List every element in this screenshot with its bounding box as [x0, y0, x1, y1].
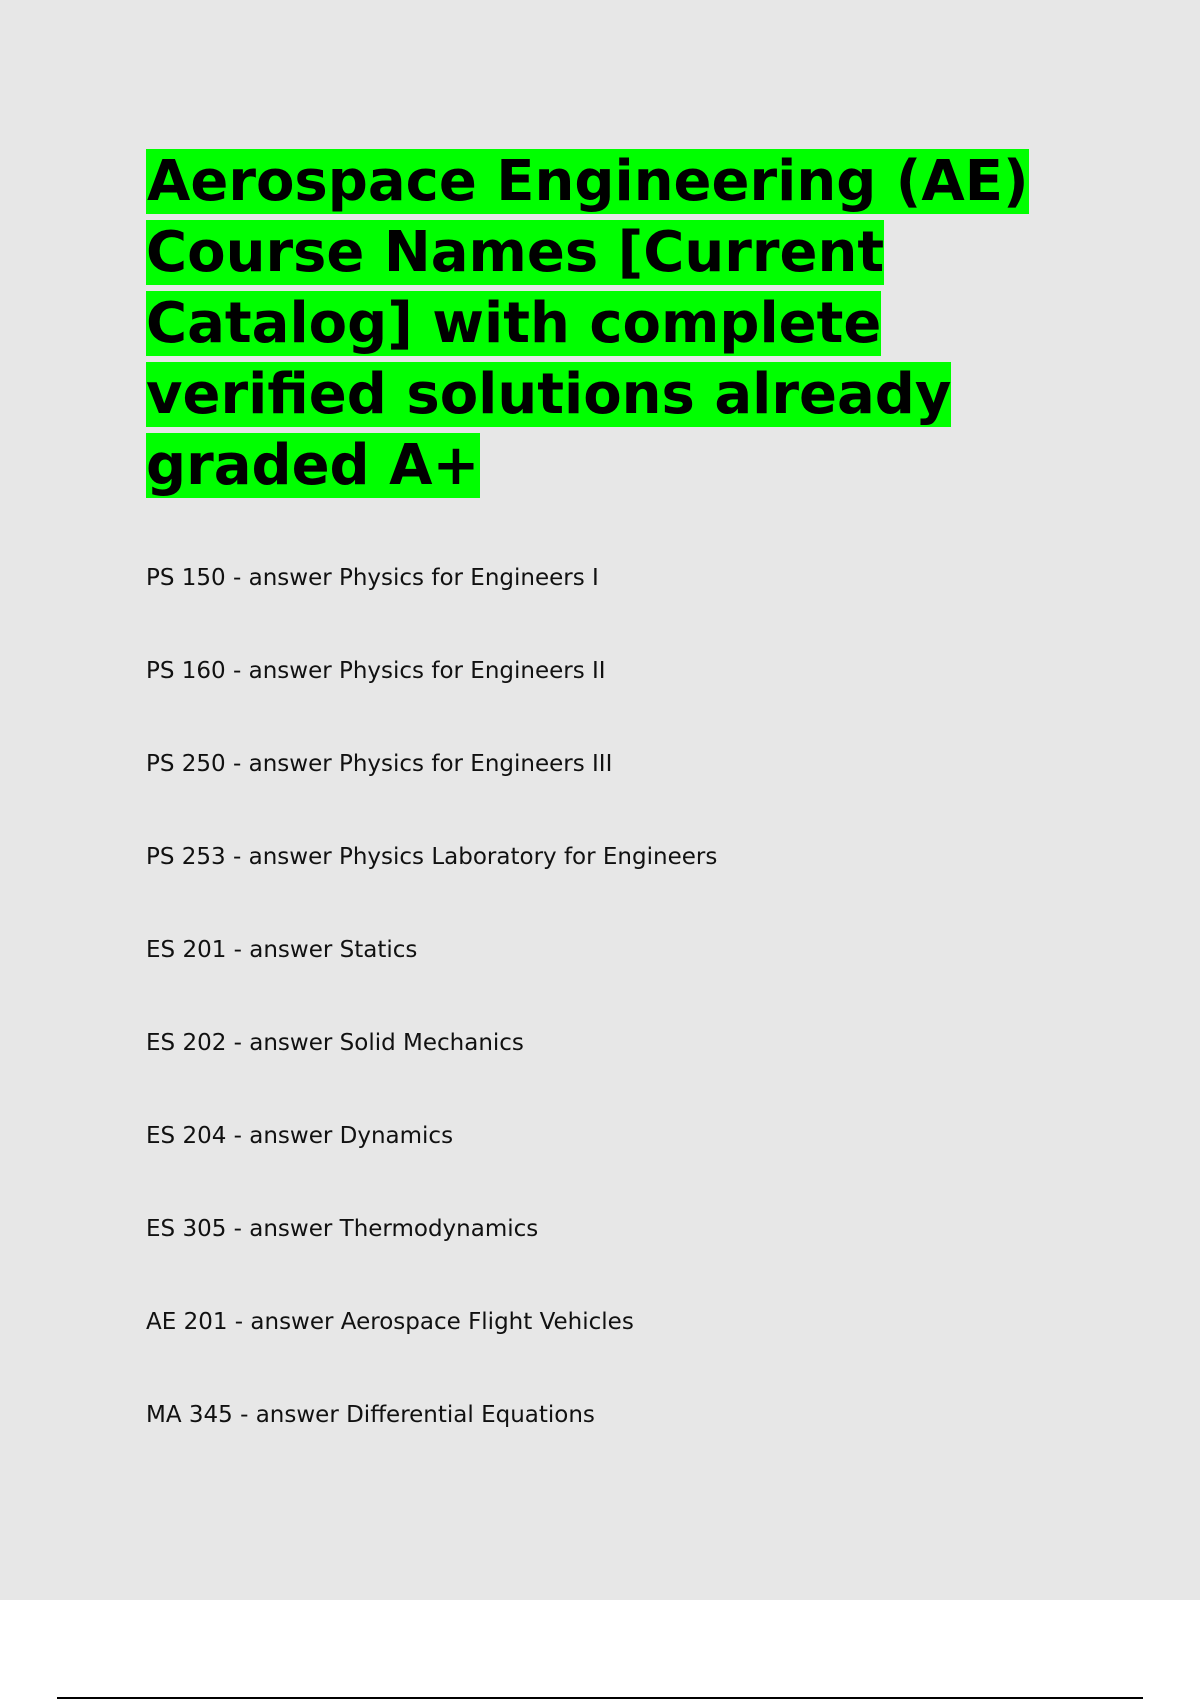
list-item: ES 305 - answer Thermodynamics: [146, 1216, 539, 1242]
list-item: PS 253 - answer Physics Laboratory for Engineers: [146, 844, 718, 870]
list-item: ES 204 - answer Dynamics: [146, 1123, 454, 1149]
course-list: [146, 556, 717, 1486]
list-item: PS 250 - answer Physics for Engineers III: [146, 751, 613, 777]
list-item: ES 202 - answer Solid Mechanics: [146, 1030, 524, 1056]
list-item: MA 345 - answer Differential Equations: [146, 1402, 595, 1428]
footer-divider: [57, 1697, 1143, 1699]
list-item: AE 201 - answer Aerospace Flight Vehicles: [146, 1309, 634, 1335]
list-item: PS 150 - answer Physics for Engineers I: [146, 565, 599, 591]
title-highlight: Aerospace Engineering (AE) Course Names [Current Catalog] with complete verified solutions already graded A+: [146, 149, 1029, 498]
list-item: ES 201 - answer Statics: [146, 937, 418, 963]
list-item: PS 160 - answer Physics for Engineers II: [146, 658, 606, 684]
document-title: [146, 146, 1046, 501]
